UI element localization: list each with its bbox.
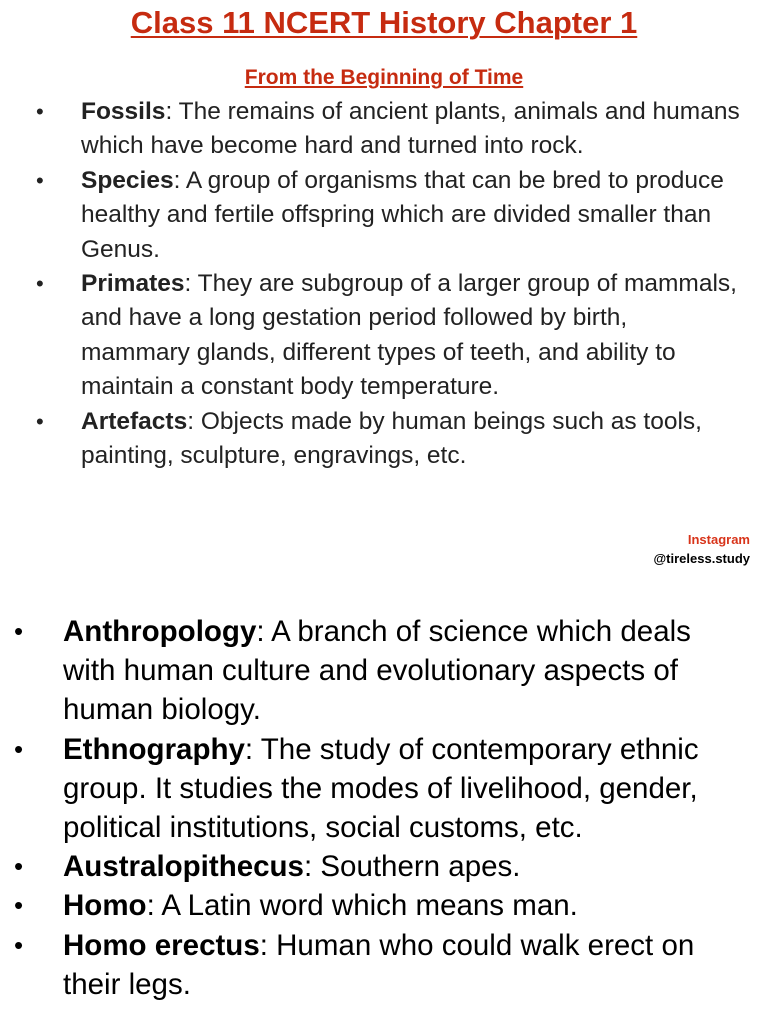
definition: : They are subgroup of a larger group of mammals, and have a long gestation period followed by birth, mammary glands, different types of teeth, and ability to maintain a constant body temperature. bbox=[81, 270, 737, 401]
bullet-icon: • bbox=[14, 890, 24, 921]
term: Fossils bbox=[81, 98, 166, 125]
term: Primates bbox=[81, 270, 185, 298]
list-item-ethnography bbox=[0, 730, 768, 848]
bullet-icon: • bbox=[14, 616, 24, 646]
term: Species bbox=[81, 166, 174, 194]
term: Homo bbox=[63, 889, 147, 923]
definition: : The study of contemporary ethnic group. It studies the modes of livelihood, gender, political institutions, social customs, etc. bbox=[63, 732, 699, 845]
bullet-icon: • bbox=[14, 733, 24, 764]
list-item-homo-erectus bbox=[0, 926, 768, 1004]
bullet-icon: • bbox=[36, 167, 44, 193]
definitions-list-top bbox=[0, 95, 768, 473]
instagram-label: Instagram bbox=[687, 532, 750, 547]
list-item-homo bbox=[0, 886, 768, 925]
chapter-subtitle: From the Beginning of Time bbox=[244, 66, 524, 89]
definition: : Human who could walk erect on their legs. bbox=[63, 928, 695, 1001]
term: Artefacts bbox=[81, 407, 188, 435]
definition: : Objects made by human beings such as tools, painting, sculpture, engravings, etc. bbox=[81, 407, 702, 470]
definition: : A Latin word which means man. bbox=[146, 889, 578, 923]
bullet-icon: • bbox=[36, 271, 44, 297]
term: Anthropology bbox=[63, 615, 257, 648]
bullet-icon: • bbox=[14, 851, 24, 882]
term: Australopithecus bbox=[63, 850, 304, 884]
definition: : The remains of ancient plants, animals and humans which have become hard and turned into rock. bbox=[81, 98, 740, 160]
instagram-credit bbox=[654, 530, 751, 568]
term: Homo erectus bbox=[63, 928, 260, 962]
definition: : Southern apes. bbox=[303, 850, 521, 884]
bullet-icon: • bbox=[36, 99, 44, 124]
list-item-species bbox=[0, 164, 768, 267]
page-title: Class 11 NCERT History Chapter 1 bbox=[130, 5, 638, 40]
list-item-fossils bbox=[0, 95, 768, 164]
definitions-list-bottom bbox=[0, 612, 768, 1004]
definition: : A group of organisms that can be bred to produce healthy and fertile offspring which are divided smaller than Genus. bbox=[81, 166, 724, 263]
term: Ethnography bbox=[63, 732, 245, 766]
bullet-icon: • bbox=[36, 408, 44, 434]
list-item-australopithecus bbox=[0, 847, 768, 886]
instagram-handle: @tireless.study bbox=[653, 551, 750, 566]
bullet-icon: • bbox=[14, 929, 24, 960]
definition: : A branch of science which deals with human culture and evolutionary aspects of human biology. bbox=[63, 615, 691, 727]
list-item-artefacts bbox=[0, 405, 768, 474]
list-item-anthropology bbox=[0, 612, 768, 730]
list-item-primates bbox=[0, 267, 768, 405]
